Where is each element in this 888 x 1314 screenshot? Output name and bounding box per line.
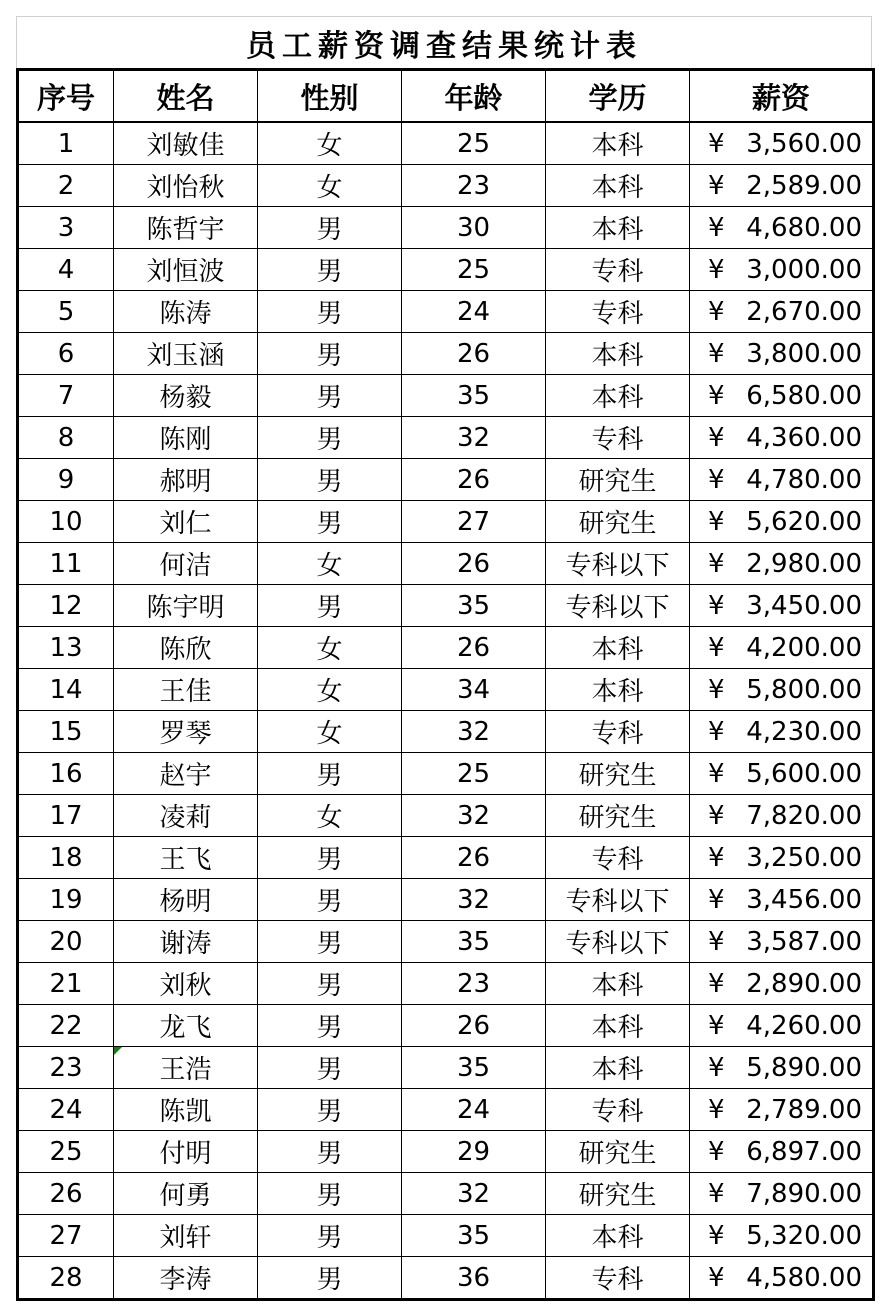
salary-amount: 3,800.00 — [746, 338, 862, 369]
age-cell[interactable]: 26 — [402, 459, 546, 501]
name-text: 陈宇明 — [146, 593, 225, 623]
name-text: 陈涛 — [159, 299, 212, 329]
salary-amount: 3,560.00 — [746, 128, 862, 159]
name-cell[interactable] — [114, 879, 258, 921]
age-cell[interactable]: 25 — [402, 753, 546, 795]
id-cell[interactable]: 2 — [18, 165, 114, 207]
name-cell[interactable] — [114, 543, 258, 585]
currency-symbol: ¥ — [708, 1010, 725, 1041]
salary-cell[interactable] — [690, 963, 874, 1005]
name-text: 陈哲宇 — [146, 215, 225, 245]
age-cell[interactable]: 25 — [402, 122, 546, 165]
salary-cell[interactable] — [690, 165, 874, 207]
table-row — [18, 1215, 874, 1257]
salary-amount: 2,890.00 — [746, 968, 862, 999]
gender-cell[interactable]: 男 — [258, 879, 402, 921]
salary-amount: 5,600.00 — [746, 758, 862, 789]
currency-symbol: ¥ — [708, 1178, 725, 1209]
id-cell[interactable]: 8 — [18, 417, 114, 459]
salary-cell[interactable] — [690, 375, 874, 417]
name-text: 陈刚 — [159, 425, 212, 455]
gender-cell[interactable]: 男 — [258, 249, 402, 291]
salary-amount: 4,580.00 — [746, 1262, 862, 1293]
age-cell[interactable]: 26 — [402, 627, 546, 669]
name-cell[interactable] — [114, 585, 258, 627]
id-cell[interactable]: 11 — [18, 543, 114, 585]
salary-amount: 5,620.00 — [746, 506, 862, 537]
age-cell[interactable]: 25 — [402, 249, 546, 291]
salary-amount: 4,360.00 — [746, 422, 862, 453]
table-row — [18, 333, 874, 375]
education-cell[interactable]: 研究生 — [546, 501, 690, 543]
table-row — [18, 1005, 874, 1047]
gender-cell[interactable]: 男 — [258, 1047, 402, 1089]
name-text: 龙飞 — [159, 1013, 212, 1043]
id-cell[interactable]: 19 — [18, 879, 114, 921]
currency-symbol: ¥ — [708, 506, 725, 537]
id-cell[interactable]: 16 — [18, 753, 114, 795]
id-cell[interactable]: 20 — [18, 921, 114, 963]
salary-amount: 7,890.00 — [746, 1178, 862, 1209]
age-cell[interactable]: 26 — [402, 333, 546, 375]
table-row — [18, 711, 874, 753]
education-cell[interactable]: 本科 — [546, 669, 690, 711]
education-cell[interactable]: 专科以下 — [546, 585, 690, 627]
salary-cell[interactable] — [690, 417, 874, 459]
table-row — [18, 249, 874, 291]
gender-cell[interactable]: 男 — [258, 207, 402, 249]
salary-cell[interactable] — [690, 249, 874, 291]
salary-cell[interactable] — [690, 207, 874, 249]
currency-symbol: ¥ — [708, 884, 725, 915]
table-row — [18, 459, 874, 501]
age-cell[interactable]: 34 — [402, 669, 546, 711]
salary-amount: 5,320.00 — [746, 1220, 862, 1251]
id-cell[interactable]: 1 — [18, 122, 114, 165]
name-cell[interactable] — [114, 921, 258, 963]
salary-table — [16, 68, 875, 1301]
salary-cell[interactable] — [690, 1089, 874, 1131]
table-row — [18, 122, 874, 165]
name-text: 谢涛 — [159, 929, 212, 959]
table-row — [18, 669, 874, 711]
salary-amount: 4,260.00 — [746, 1010, 862, 1041]
age-cell[interactable]: 23 — [402, 963, 546, 1005]
id-cell[interactable]: 27 — [18, 1215, 114, 1257]
salary-cell[interactable] — [690, 459, 874, 501]
id-cell[interactable]: 15 — [18, 711, 114, 753]
age-cell[interactable]: 35 — [402, 585, 546, 627]
salary-amount: 4,230.00 — [746, 716, 862, 747]
currency-symbol: ¥ — [708, 464, 725, 495]
gender-cell[interactable]: 男 — [258, 1173, 402, 1215]
education-cell[interactable]: 研究生 — [546, 1131, 690, 1173]
salary-cell[interactable] — [690, 501, 874, 543]
currency-symbol: ¥ — [708, 1220, 725, 1251]
id-cell[interactable]: 24 — [18, 1089, 114, 1131]
name-text: 王佳 — [159, 677, 212, 707]
salary-amount: 4,200.00 — [746, 632, 862, 663]
age-cell[interactable]: 36 — [402, 1257, 546, 1300]
id-cell[interactable]: 12 — [18, 585, 114, 627]
gender-cell[interactable]: 男 — [258, 501, 402, 543]
id-cell[interactable]: 9 — [18, 459, 114, 501]
table-row — [18, 543, 874, 585]
currency-symbol: ¥ — [708, 338, 725, 369]
header-name[interactable]: 姓名 — [114, 70, 258, 123]
currency-symbol: ¥ — [708, 128, 725, 159]
name-cell[interactable] — [114, 122, 258, 165]
education-cell[interactable]: 本科 — [546, 1215, 690, 1257]
gender-cell[interactable]: 男 — [258, 417, 402, 459]
gender-cell[interactable]: 男 — [258, 585, 402, 627]
age-cell[interactable]: 32 — [402, 711, 546, 753]
salary-cell[interactable] — [690, 543, 874, 585]
age-cell[interactable]: 26 — [402, 543, 546, 585]
table-row — [18, 837, 874, 879]
table-row — [18, 879, 874, 921]
currency-symbol: ¥ — [708, 1094, 725, 1125]
gender-cell[interactable]: 女 — [258, 543, 402, 585]
age-cell[interactable]: 32 — [402, 1173, 546, 1215]
age-cell[interactable]: 26 — [402, 837, 546, 879]
age-cell[interactable]: 35 — [402, 921, 546, 963]
gender-cell[interactable]: 男 — [258, 1089, 402, 1131]
gender-cell[interactable]: 女 — [258, 165, 402, 207]
name-text: 王飞 — [159, 845, 212, 875]
currency-symbol: ¥ — [708, 716, 725, 747]
currency-symbol: ¥ — [708, 380, 725, 411]
salary-cell[interactable] — [690, 291, 874, 333]
id-cell[interactable]: 18 — [18, 837, 114, 879]
salary-cell[interactable] — [690, 333, 874, 375]
age-cell[interactable]: 27 — [402, 501, 546, 543]
table-row — [18, 795, 874, 837]
age-cell[interactable]: 35 — [402, 375, 546, 417]
name-text: 陈凯 — [159, 1097, 212, 1127]
currency-symbol: ¥ — [708, 590, 725, 621]
sheet-title[interactable]: 员工薪资调查结果统计表 — [16, 16, 872, 68]
salary-amount: 6,897.00 — [746, 1136, 862, 1167]
name-text: 刘怡秋 — [146, 173, 225, 203]
education-cell[interactable]: 本科 — [546, 963, 690, 1005]
salary-amount: 6,580.00 — [746, 380, 862, 411]
gender-cell[interactable]: 女 — [258, 711, 402, 753]
id-cell[interactable]: 28 — [18, 1257, 114, 1300]
currency-symbol: ¥ — [708, 674, 725, 705]
name-cell[interactable] — [114, 963, 258, 1005]
education-cell[interactable]: 专科 — [546, 1089, 690, 1131]
name-cell[interactable] — [114, 753, 258, 795]
gender-cell[interactable]: 男 — [258, 333, 402, 375]
salary-amount: 3,000.00 — [746, 254, 862, 285]
salary-cell[interactable] — [690, 669, 874, 711]
education-cell[interactable]: 本科 — [546, 207, 690, 249]
table-row — [18, 165, 874, 207]
salary-cell[interactable] — [690, 795, 874, 837]
id-cell[interactable]: 10 — [18, 501, 114, 543]
age-cell[interactable]: 32 — [402, 795, 546, 837]
id-cell[interactable]: 25 — [18, 1131, 114, 1173]
currency-symbol: ¥ — [708, 758, 725, 789]
table-row — [18, 501, 874, 543]
table-row — [18, 375, 874, 417]
education-cell[interactable]: 专科 — [546, 1257, 690, 1300]
name-text: 付明 — [159, 1139, 212, 1169]
name-cell[interactable] — [114, 459, 258, 501]
name-text: 何勇 — [159, 1181, 212, 1211]
header-salary[interactable]: 薪资 — [690, 70, 874, 123]
currency-symbol: ¥ — [708, 548, 725, 579]
salary-amount: 2,589.00 — [746, 170, 862, 201]
age-cell[interactable]: 24 — [402, 291, 546, 333]
header-row — [18, 70, 874, 123]
name-text: 罗琴 — [159, 719, 212, 749]
salary-cell[interactable] — [690, 711, 874, 753]
gender-cell[interactable]: 男 — [258, 921, 402, 963]
table-row — [18, 627, 874, 669]
gender-cell[interactable]: 男 — [258, 963, 402, 1005]
education-cell[interactable]: 本科 — [546, 1047, 690, 1089]
name-cell[interactable] — [114, 375, 258, 417]
name-text: 陈欣 — [159, 635, 212, 665]
salary-cell[interactable] — [690, 879, 874, 921]
gender-cell[interactable]: 男 — [258, 837, 402, 879]
header-gender[interactable]: 性别 — [258, 70, 402, 123]
education-cell[interactable]: 本科 — [546, 122, 690, 165]
id-cell[interactable]: 5 — [18, 291, 114, 333]
table-row — [18, 207, 874, 249]
header-education[interactable]: 学历 — [546, 70, 690, 123]
salary-cell[interactable] — [690, 1257, 874, 1300]
name-cell[interactable] — [114, 501, 258, 543]
id-cell[interactable]: 14 — [18, 669, 114, 711]
name-cell[interactable] — [114, 207, 258, 249]
header-age[interactable]: 年龄 — [402, 70, 546, 123]
table-row — [18, 1173, 874, 1215]
age-cell[interactable]: 32 — [402, 879, 546, 921]
currency-symbol: ¥ — [708, 842, 725, 873]
currency-symbol: ¥ — [708, 296, 725, 327]
table-row — [18, 585, 874, 627]
gender-cell[interactable]: 男 — [258, 1131, 402, 1173]
name-text: 杨明 — [159, 887, 212, 917]
id-cell[interactable]: 26 — [18, 1173, 114, 1215]
education-cell[interactable]: 研究生 — [546, 753, 690, 795]
currency-symbol: ¥ — [708, 170, 725, 201]
id-cell[interactable]: 7 — [18, 375, 114, 417]
salary-cell[interactable] — [690, 1005, 874, 1047]
name-cell[interactable] — [114, 1257, 258, 1300]
education-cell[interactable]: 专科 — [546, 711, 690, 753]
gender-cell[interactable]: 男 — [258, 1005, 402, 1047]
id-cell[interactable]: 22 — [18, 1005, 114, 1047]
name-cell[interactable] — [114, 1047, 258, 1089]
salary-cell[interactable] — [690, 585, 874, 627]
name-cell[interactable] — [114, 1131, 258, 1173]
salary-amount: 2,789.00 — [746, 1094, 862, 1125]
salary-sheet — [16, 16, 872, 1301]
salary-amount: 3,587.00 — [746, 926, 862, 957]
education-cell[interactable]: 研究生 — [546, 459, 690, 501]
education-cell[interactable]: 专科以下 — [546, 879, 690, 921]
table-body — [18, 122, 874, 1300]
name-text: 刘恒波 — [146, 257, 225, 287]
salary-amount: 4,680.00 — [746, 212, 862, 243]
comment-indicator-icon[interactable] — [114, 1047, 122, 1055]
age-cell[interactable]: 35 — [402, 1047, 546, 1089]
id-cell[interactable]: 23 — [18, 1047, 114, 1089]
header-id[interactable]: 序号 — [18, 70, 114, 123]
currency-symbol: ¥ — [708, 422, 725, 453]
table-row — [18, 1089, 874, 1131]
name-text: 刘玉涵 — [146, 341, 225, 371]
salary-amount: 3,456.00 — [746, 884, 862, 915]
education-cell[interactable]: 专科 — [546, 291, 690, 333]
gender-cell[interactable]: 男 — [258, 1215, 402, 1257]
name-cell[interactable] — [114, 711, 258, 753]
name-cell[interactable] — [114, 627, 258, 669]
name-cell[interactable] — [114, 333, 258, 375]
salary-amount: 4,780.00 — [746, 464, 862, 495]
gender-cell[interactable]: 男 — [258, 753, 402, 795]
name-cell[interactable] — [114, 249, 258, 291]
salary-cell[interactable] — [690, 122, 874, 165]
name-text: 刘秋 — [159, 971, 212, 1001]
currency-symbol: ¥ — [708, 926, 725, 957]
currency-symbol: ¥ — [708, 968, 725, 999]
name-text: 王浩 — [159, 1055, 212, 1085]
name-cell[interactable] — [114, 837, 258, 879]
id-cell[interactable]: 4 — [18, 249, 114, 291]
name-text: 刘敏佳 — [146, 131, 225, 161]
gender-cell[interactable]: 男 — [258, 291, 402, 333]
currency-symbol: ¥ — [708, 632, 725, 663]
name-text: 赵宇 — [159, 761, 212, 791]
salary-cell[interactable] — [690, 921, 874, 963]
table-row — [18, 1047, 874, 1089]
id-cell[interactable]: 13 — [18, 627, 114, 669]
table-row — [18, 417, 874, 459]
name-text: 刘仁 — [159, 509, 212, 539]
gender-cell[interactable]: 女 — [258, 627, 402, 669]
table-row — [18, 963, 874, 1005]
age-cell[interactable]: 26 — [402, 1005, 546, 1047]
salary-amount: 2,670.00 — [746, 296, 862, 327]
gender-cell[interactable]: 女 — [258, 122, 402, 165]
name-cell[interactable] — [114, 669, 258, 711]
table-row — [18, 1257, 874, 1300]
currency-symbol: ¥ — [708, 212, 725, 243]
salary-amount: 7,820.00 — [746, 800, 862, 831]
education-cell[interactable]: 本科 — [546, 165, 690, 207]
salary-cell[interactable] — [690, 837, 874, 879]
id-cell[interactable]: 3 — [18, 207, 114, 249]
education-cell[interactable]: 研究生 — [546, 1173, 690, 1215]
age-cell[interactable]: 23 — [402, 165, 546, 207]
gender-cell[interactable]: 男 — [258, 1257, 402, 1300]
name-cell[interactable] — [114, 795, 258, 837]
name-text: 凌莉 — [159, 803, 212, 833]
salary-cell[interactable] — [690, 1131, 874, 1173]
name-text: 李涛 — [159, 1265, 212, 1295]
education-cell[interactable]: 研究生 — [546, 795, 690, 837]
gender-cell[interactable]: 女 — [258, 795, 402, 837]
age-cell[interactable]: 30 — [402, 207, 546, 249]
name-text: 杨毅 — [159, 383, 212, 413]
salary-cell[interactable] — [690, 753, 874, 795]
currency-symbol: ¥ — [708, 800, 725, 831]
salary-cell[interactable] — [690, 627, 874, 669]
salary-amount: 5,890.00 — [746, 1052, 862, 1083]
education-cell[interactable]: 本科 — [546, 627, 690, 669]
name-cell[interactable] — [114, 291, 258, 333]
education-cell[interactable]: 专科 — [546, 249, 690, 291]
education-cell[interactable]: 本科 — [546, 333, 690, 375]
gender-cell[interactable]: 男 — [258, 459, 402, 501]
salary-amount: 3,450.00 — [746, 590, 862, 621]
salary-amount: 5,800.00 — [746, 674, 862, 705]
name-text: 何洁 — [159, 551, 212, 581]
age-cell[interactable]: 29 — [402, 1131, 546, 1173]
name-cell[interactable] — [114, 1173, 258, 1215]
gender-cell[interactable]: 女 — [258, 669, 402, 711]
currency-symbol: ¥ — [708, 1136, 725, 1167]
table-row — [18, 1131, 874, 1173]
gender-cell[interactable]: 男 — [258, 375, 402, 417]
name-cell[interactable] — [114, 165, 258, 207]
age-cell[interactable]: 35 — [402, 1215, 546, 1257]
currency-symbol: ¥ — [708, 1262, 725, 1293]
age-cell[interactable]: 24 — [402, 1089, 546, 1131]
id-cell[interactable]: 6 — [18, 333, 114, 375]
salary-amount: 2,980.00 — [746, 548, 862, 579]
salary-cell[interactable] — [690, 1215, 874, 1257]
table-row — [18, 753, 874, 795]
name-cell[interactable] — [114, 1089, 258, 1131]
name-cell[interactable] — [114, 417, 258, 459]
age-cell[interactable]: 32 — [402, 417, 546, 459]
name-cell[interactable] — [114, 1215, 258, 1257]
currency-symbol: ¥ — [708, 1052, 725, 1083]
education-cell[interactable]: 专科以下 — [546, 921, 690, 963]
education-cell[interactable]: 本科 — [546, 375, 690, 417]
salary-cell[interactable] — [690, 1173, 874, 1215]
education-cell[interactable]: 专科 — [546, 837, 690, 879]
currency-symbol: ¥ — [708, 254, 725, 285]
id-cell[interactable]: 21 — [18, 963, 114, 1005]
education-cell[interactable]: 本科 — [546, 1005, 690, 1047]
education-cell[interactable]: 专科 — [546, 417, 690, 459]
education-cell[interactable]: 专科以下 — [546, 543, 690, 585]
salary-cell[interactable] — [690, 1047, 874, 1089]
table-row — [18, 291, 874, 333]
salary-amount: 3,250.00 — [746, 842, 862, 873]
table-row — [18, 921, 874, 963]
name-text: 刘轩 — [159, 1223, 212, 1253]
name-text: 郝明 — [159, 467, 212, 497]
name-cell[interactable] — [114, 1005, 258, 1047]
id-cell[interactable]: 17 — [18, 795, 114, 837]
